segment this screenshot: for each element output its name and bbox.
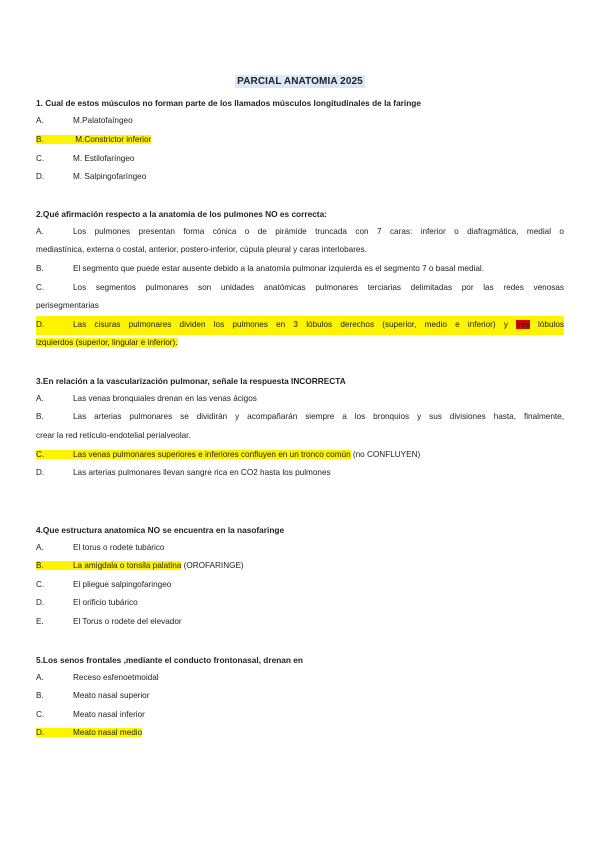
q4-option-d[interactable]: D. El orificio tubárico (36, 598, 138, 607)
q2-option-a-line1[interactable]: A. Los pulmones presentan forma cónica o de pirámide truncada con 7 caras: inferior o diafragmática, medial o (36, 227, 564, 236)
q1-option-d[interactable]: D. M. Salpingofaríngeo (36, 172, 147, 181)
question-1: 1. Cual de estos músculos no forman parte de los llamados músculos longitudinales de la faringe (36, 98, 421, 108)
q5-option-b[interactable]: B. Meato nasal superior (36, 691, 150, 700)
q1-option-c[interactable]: C. M. Estilofaríngeo (36, 154, 135, 163)
q1-option-b[interactable]: B. M.Constrictor inferior (36, 135, 152, 144)
q5-option-d[interactable]: D. Meato nasal medio (36, 728, 143, 737)
question-5: 5.Los senos frontales ,mediante el conducto frontonasal, drenan en (36, 655, 303, 665)
exam-title: PARCIAL ANATOMIA 2025 (237, 76, 363, 87)
q2-option-d-line1[interactable]: D. Las cisuras pulmonares dividen los pulmones en 3 lóbulos derechos (superior, medio e inferior) y tres lóbulos (36, 316, 564, 335)
q3-option-b-line2: crear la red retículo-endotelial perialveolar. (36, 431, 191, 440)
q3-option-b-line1[interactable]: B. Las arterias pulmonares se dividirán y acompañarán siempre a los bronquios y sus divisiones hasta, finalmente, (36, 412, 564, 421)
q3-option-c[interactable]: C. Las venas pulmonares superiores e inferiores confluyen en un tronco común (no CONFLUYEN) (36, 450, 421, 459)
q4-option-a[interactable]: A. El torus o rodete tubárico (36, 543, 165, 552)
q4-option-b[interactable]: B. La amigdala o tonsila palatina (OROFARINGE) (36, 561, 244, 570)
q2-option-c-line1[interactable]: C. Los segmentos pulmonares son unidades anatómicas pulmonares terciarias delimitadas por las redes venosas (36, 283, 564, 292)
q5-option-a[interactable]: A. Receso esfenoetmoidal (36, 673, 159, 682)
q4-option-c[interactable]: C. El pliegue salpingofaringeo (36, 580, 172, 589)
question-4: 4.Que estructura anatomica NO se encuentra en la nasofaringe (36, 525, 285, 535)
q1-option-a[interactable]: A. M.Palatofaíngeo (36, 116, 133, 125)
q3-option-d[interactable]: D. Las arterias pulmonares llevan sangre rica en CO2 hasta los pulmones (36, 468, 331, 477)
q4-option-e[interactable]: E. El Torus o rodete del elevador (36, 617, 182, 626)
q2-option-d-line2: izquierdos (superior, lingular e inferior). (36, 338, 178, 347)
q2-option-b[interactable]: B. El segmento que puede estar ausente debido a la anatomía pulmonar izquierda es el segmento 7 o basal medial. (36, 264, 485, 273)
q2-option-a-line2: mediastínica, externa o costal, anterior, postero-inferior, cúpula pleural y caras interlobares. (36, 245, 367, 254)
q3-option-a[interactable]: A. Las venas bronquiales drenan en las venas ácigos (36, 394, 257, 403)
q2-option-c-line2: perisegmentarias (36, 301, 99, 310)
q5-option-c[interactable]: C. Meato nasal inferior (36, 710, 145, 719)
highlight-error-word: tres (516, 320, 530, 329)
question-3: 3.En relación a la vascularización pulmonar, señale la respuesta INCORRECTA (36, 376, 346, 386)
question-2: 2.Qué afirmación respecto a la anatomía de los pulmones NO es correcta: (36, 209, 327, 219)
